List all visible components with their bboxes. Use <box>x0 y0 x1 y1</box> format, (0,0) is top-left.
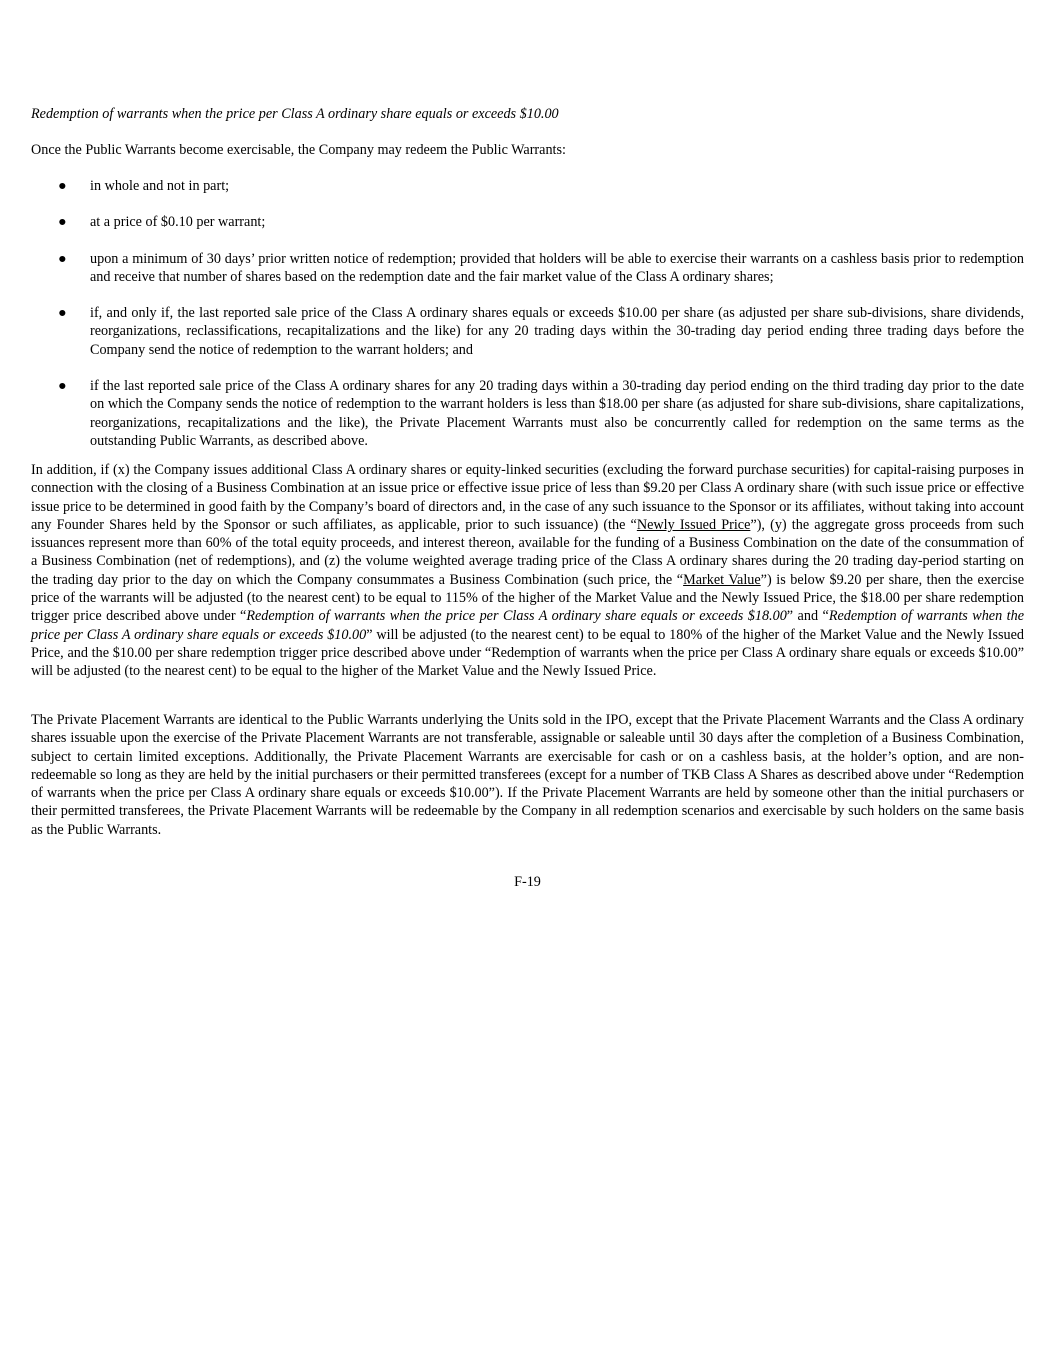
list-item-text: at a price of $0.10 per warrant; <box>90 214 266 231</box>
list-item <box>31 250 1024 287</box>
bullet-icon: ● <box>58 214 67 231</box>
bullet-icon: ● <box>58 250 67 267</box>
paragraph-text: ” and “ <box>786 608 829 625</box>
list-item <box>31 213 1024 231</box>
list-item-text: upon a minimum of 30 days’ prior written notice of redemption; provided that holders will be able to exercise their warrants on a cashless basis prior to redemption and receive that number of shares based on the redemption date and the fair market value of the Class A ordinary shares; <box>90 250 1024 285</box>
defined-term-newly-issued-price: Newly Issued Price <box>636 516 751 533</box>
price-adjustment-paragraph <box>31 461 1024 681</box>
redemption-conditions-list <box>31 177 1024 468</box>
list-item <box>31 304 1024 359</box>
list-item-text: if the last reported sale price of the Class A ordinary shares for any 20 trading days within a 30-trading day period ending on the third trading day prior to the date on which the Company sends the notice of redemption to the warrant holders is less than $18.00 per share (as adjusted for share sub-divisions, share capitalizations, reorganizations, recapitalizations and the like), the Private Placement Warrants must also be concurrently called for redemption on the same terms as the outstanding Public Warrants, as described above. <box>90 378 1024 449</box>
bullet-icon: ● <box>58 305 67 322</box>
list-item <box>31 177 1024 195</box>
private-placement-paragraph: The Private Placement Warrants are identical to the Public Warrants underlying the Units sold in the IPO, except that the Private Placement Warrants and the Class A ordinary shares issuable upon the exercise of the Private Placement Warrants are not transferable, assignable or saleable until 30 days after the completion of a Business Combination, subject to certain limited exceptions. Additionally, the Private Placement Warrants are exercisable for cash or on a cashless basis, at the holder’s option, and are non-redeemable so long as they are held by the initial purchasers or their permitted transferees (except for a number of TKB Class A Shares as described above under “Redemption of warrants when the price per Class A ordinary share equals or exceeds $10.00”). If the Private Placement Warrants are held by someone other than the initial purchasers or their permitted transferees, the Private Placement Warrants will be redeemable by the Company in all redemption scenarios and exercisable by such holders on the same basis as the Public Warrants. <box>31 712 1024 838</box>
paragraph-text: ” will be adjusted (to the nearest cent) to be equal to 180% of the higher of the Market Value and the Newly Issued Price, and the $10.00 per share redemption trigger price described above under “Redemption of warrants when the price per Class A ordinary share equals or exceeds $10.00” will be adjusted (to the nearest cent) to be equal to the higher of the Market Value and the Newly Issued Price. <box>31 626 1024 680</box>
italic-reference: Redemption of warrants when the price per Class A ordinary share equals or exceeds $10.00 <box>31 608 1024 643</box>
paragraph-text: In addition, if (x) the Company issues additional Class A ordinary shares or equity-linked securities (excluding the forward purchase securities) for capital-raising purposes in connection with the closing of a Business Combination at an issue price or effective issue price of less than $9.20 per Class A ordinary share (with such issue price or effective issue price to be determined in good faith by the Company’s board of directors and, in the case of any such issuance to the Sponsor or its affiliates, without taking into account any Founder Shares held by the Sponsor or such affiliates, as applicable, prior to such issuance) (the “ <box>31 462 1024 533</box>
page-number: F-19 <box>514 874 541 890</box>
bullet-icon: ● <box>58 378 67 395</box>
paragraph-text: ”), (y) the aggregate gross proceeds from such issuances represent more than 60% of the total equity proceeds, and interest thereon, available for the funding of a Business Combination on the date of the consummation of a Business Combination (net of redemptions), and (z) the volume weighted average trading price of the Class A ordinary shares during the 20 trading day-period starting on the trading day prior to the day on which the Company consummates a Business Combination (such price, the “ <box>31 516 1025 588</box>
defined-term-market-value: Market Value <box>683 571 761 588</box>
paragraph-text: ”) is below $9.20 per share, then the exercise price of the warrants will be adjusted (to the nearest cent) to be equal to 115% of the higher of the Market Value and the Newly Issued Price, the $18.00 per share redemption trigger price described above under “ <box>31 571 1025 625</box>
list-item-text: if, and only if, the last reported sale price of the Class A ordinary shares equals or exceeds $10.00 per share (as adjusted per share sub-divisions, share dividends, reorganizations, reclassifications, recapitalizations and the like) for any 20 trading days within the 30-trading day period ending three trading days before the Company send the notice of redemption to the warrant holders; and <box>90 305 1024 358</box>
list-item-text: in whole and not in part; <box>90 178 230 194</box>
section-heading: Redemption of warrants when the price per Class A ordinary share equals or exceeds $10.00 <box>31 106 559 122</box>
italic-reference: Redemption of warrants when the price per Class A ordinary share equals or exceeds $18.00 <box>246 608 787 625</box>
intro-paragraph: Once the Public Warrants become exercisable, the Company may redeem the Public Warrants: <box>31 142 566 158</box>
bullet-icon: ● <box>58 178 67 194</box>
list-item <box>31 377 1024 450</box>
